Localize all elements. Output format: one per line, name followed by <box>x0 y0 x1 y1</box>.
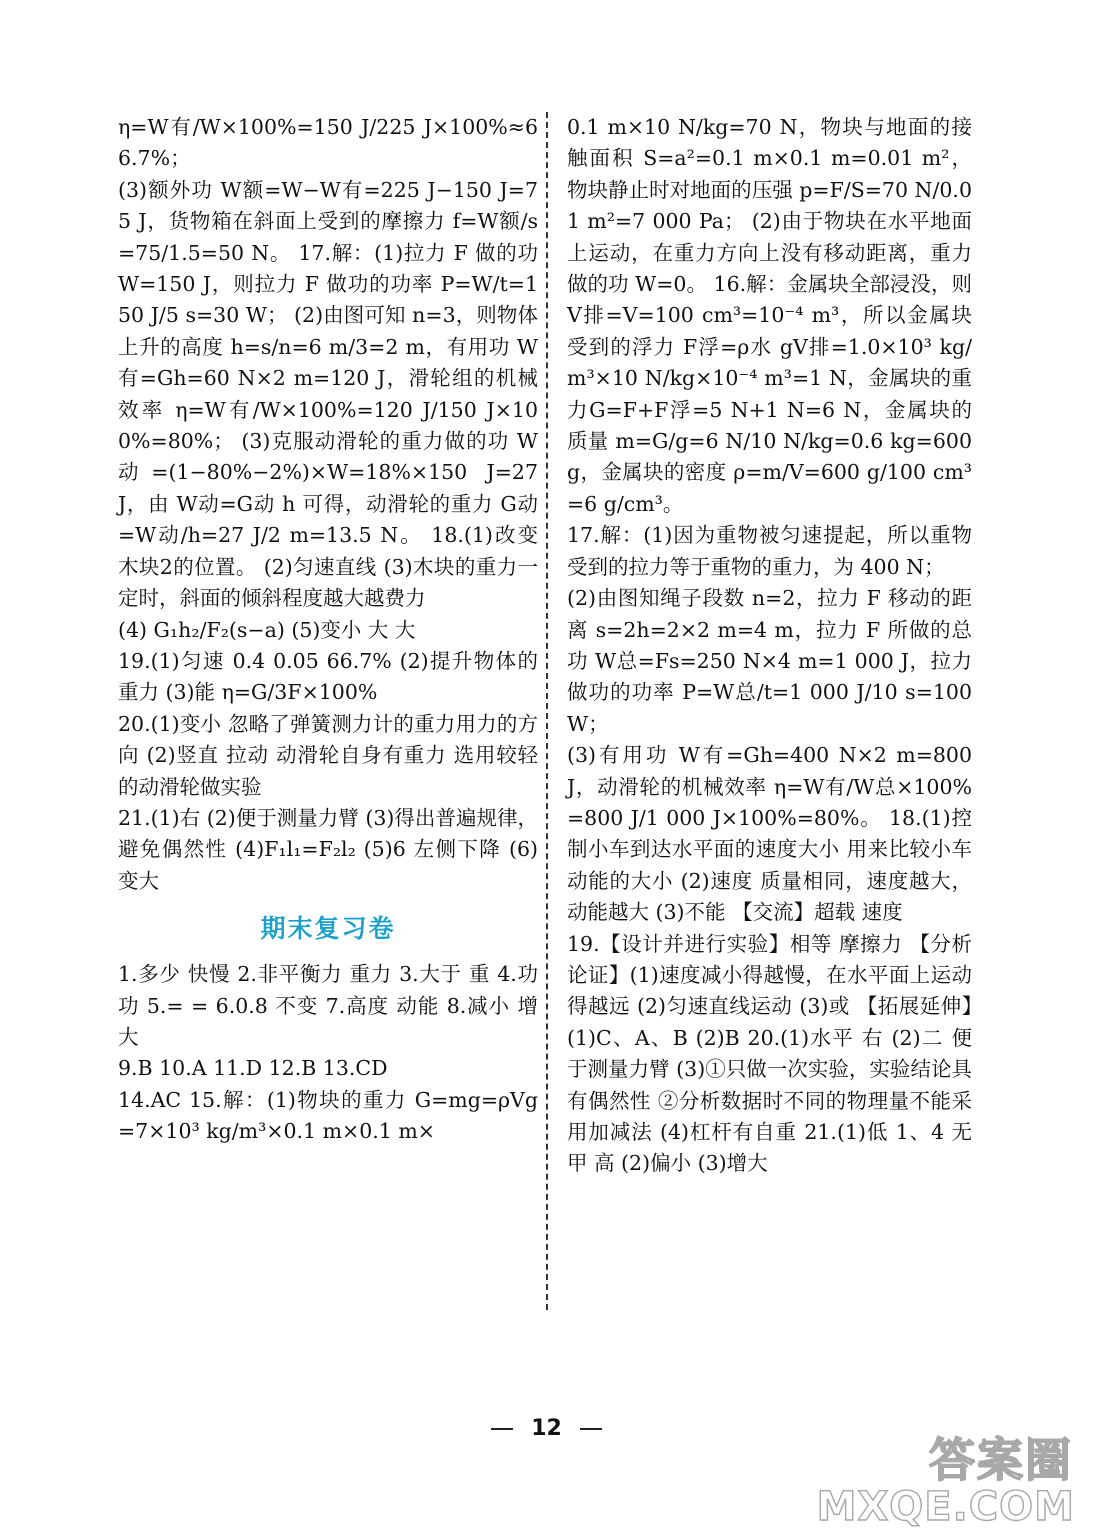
section-paragraph-1: 1.多少 快慢 2.非平衡力 重力 3.大于 重 4.功 功 5.= = 6.0.8 不变 7.高度 动能 8.减小 增大 <box>118 962 538 1049</box>
left-column <box>118 112 538 1148</box>
right-column <box>567 112 972 1180</box>
watermark-latin-text: MXQE.COM <box>816 1484 1075 1530</box>
right-paragraph-3: (2)由图知绳子段数 n=2，拉力 F 移动的距离 s=2h=2×2 m=4 m，拉力 F 所做的总功 W总=Fs=250 N×4 m=1 000 J，拉力做功的功率 P=W总/t=1 000 J/10 s=100 W； <box>567 586 972 736</box>
left-paragraph-4: 19.(1)匀速 0.4 0.05 66.7% (2)提升物体的重力 (3)能 η=G/3F×100% <box>118 648 538 705</box>
section-title: 期末复习卷 <box>260 914 396 944</box>
right-paragraph-4: (3)有用功 W有=Gh=400 N×2 m=800 J，动滑轮的机械效率 η=W有/W总×100%=800 J/1 000 J×100%=80%。 18.(1)控制小车到达水平面的速度大小 用来比较小车动能的大小 (2)速度 质量相同，速度越大，动能越大 (3)不能 【交流】超载 速度 <box>567 743 972 925</box>
left-paragraph-2: (3)额外功 W额=W−W有=225 J−150 J=75 J，货物箱在斜面上受到的摩擦力 f=W额/s=75/1.5=50 N。 17.解：(1)拉力 F 做的功 W=150 J，则拉力 F 做功的功率 P=W/t=150 J/5 s=30 W； (2)由图可知 n=3，则物体上升的高度 h=s/n=6 m/3=2 m，有用功 W有=Gh=60 N×2 m=120 J，滑轮组的机械效率 η=W有/W×100%=120 J/150 J×100%=80%； (3)克服动滑轮的重力做的功 W动=(1−80%−2%)×W=18%×150 J=27 J，由 W动=G动 h 可得，动滑轮的重力 G动=W动/h=27 J/2 m=13.5 N。 18.(1)改变木块2的位置。 (2)匀速直线 (3)木块的重力一定时，斜面的倾斜程度越大越费力 <box>118 177 538 611</box>
footer-dash-left <box>491 1428 513 1430</box>
page-number: 12 <box>531 1416 562 1441</box>
right-paragraph-5: 19.【设计并进行实验】相等 摩擦力 【分析论证】(1)速度减小得越慢，在水平面上运动得越远 (2)匀速直线运动 (3)或 【拓展延伸】(1)C、A、B (2)B 20.(1)水平 右 (2)二 便于测量力臂 (3)①只做一次实验，实验结论具有偶然性 ②分析数据时不同的物理量不能采用加减法 (4)杠杆有自重 21.(1)低 1、4 无 甲 高 (2)偏小 (3)增大 <box>567 931 972 1176</box>
left-paragraph-5: 20.(1)变小 忽略了弹簧测力计的重力用力的方向 (2)竖直 拉动 动滑轮自身有重力 选用较轻的动滑轮做实验 <box>118 711 538 799</box>
column-divider <box>546 112 548 1310</box>
section-paragraph-3: 14.AC 15.解：(1)物块的重力 G=mg=ρVg=7×10³ kg/m³×0.1 m×0.1 m× <box>118 1087 538 1144</box>
right-paragraph-2: 17.解：(1)因为重物被匀速提起，所以重物受到的拉力等于重物的重力，为 400 N； <box>567 523 972 579</box>
watermark-cjk-text: 答案圈 <box>929 1433 1073 1487</box>
section-paragraph-2: 9.B 10.A 11.D 12.B 13.CD <box>118 1056 388 1081</box>
left-paragraph-3: (4) G₁h₂/F₂(s−a) (5)变小 大 大 <box>118 617 416 642</box>
left-paragraph-6: 21.(1)右 (2)便于测量力臂 (3)得出普遍规律，避免偶然性 (4)F₁l₁=F₂l₂ (5)6 左侧下降 (6)变大 <box>118 805 538 893</box>
watermark-logo <box>816 1420 1079 1530</box>
left-paragraph-1: η=W有/W×100%=150 J/225 J×100%≈66.7%； <box>118 115 538 171</box>
right-paragraph-1: 0.1 m×10 N/kg=70 N，物块与地面的接触面积 S=a²=0.1 m×0.1 m=0.01 m²，物块静止时对地面的压强 p=F/S=70 N/0.01 m²=7 000 Pa； (2)由于物块在水平地面上运动，在重力方向上没有移动距离，重力做的功 W=0。 16.解：金属块全部浸没，则 V排=V=100 cm³=10⁻⁴ m³，所以金属块受到的浮力 F浮=ρ水 gV排=1.0×10³ kg/m³×10 N/kg×10⁻⁴ m³=1 N，金属块的重力G=F+F浮=5 N+1 N=6 N，金属块的质量 m=G/g=6 N/10 N/kg=0.6 kg=600 g，金属块的密度 ρ=m/V=600 g/100 cm³=6 g/cm³。 <box>567 115 972 516</box>
footer-dash-right <box>580 1428 602 1430</box>
